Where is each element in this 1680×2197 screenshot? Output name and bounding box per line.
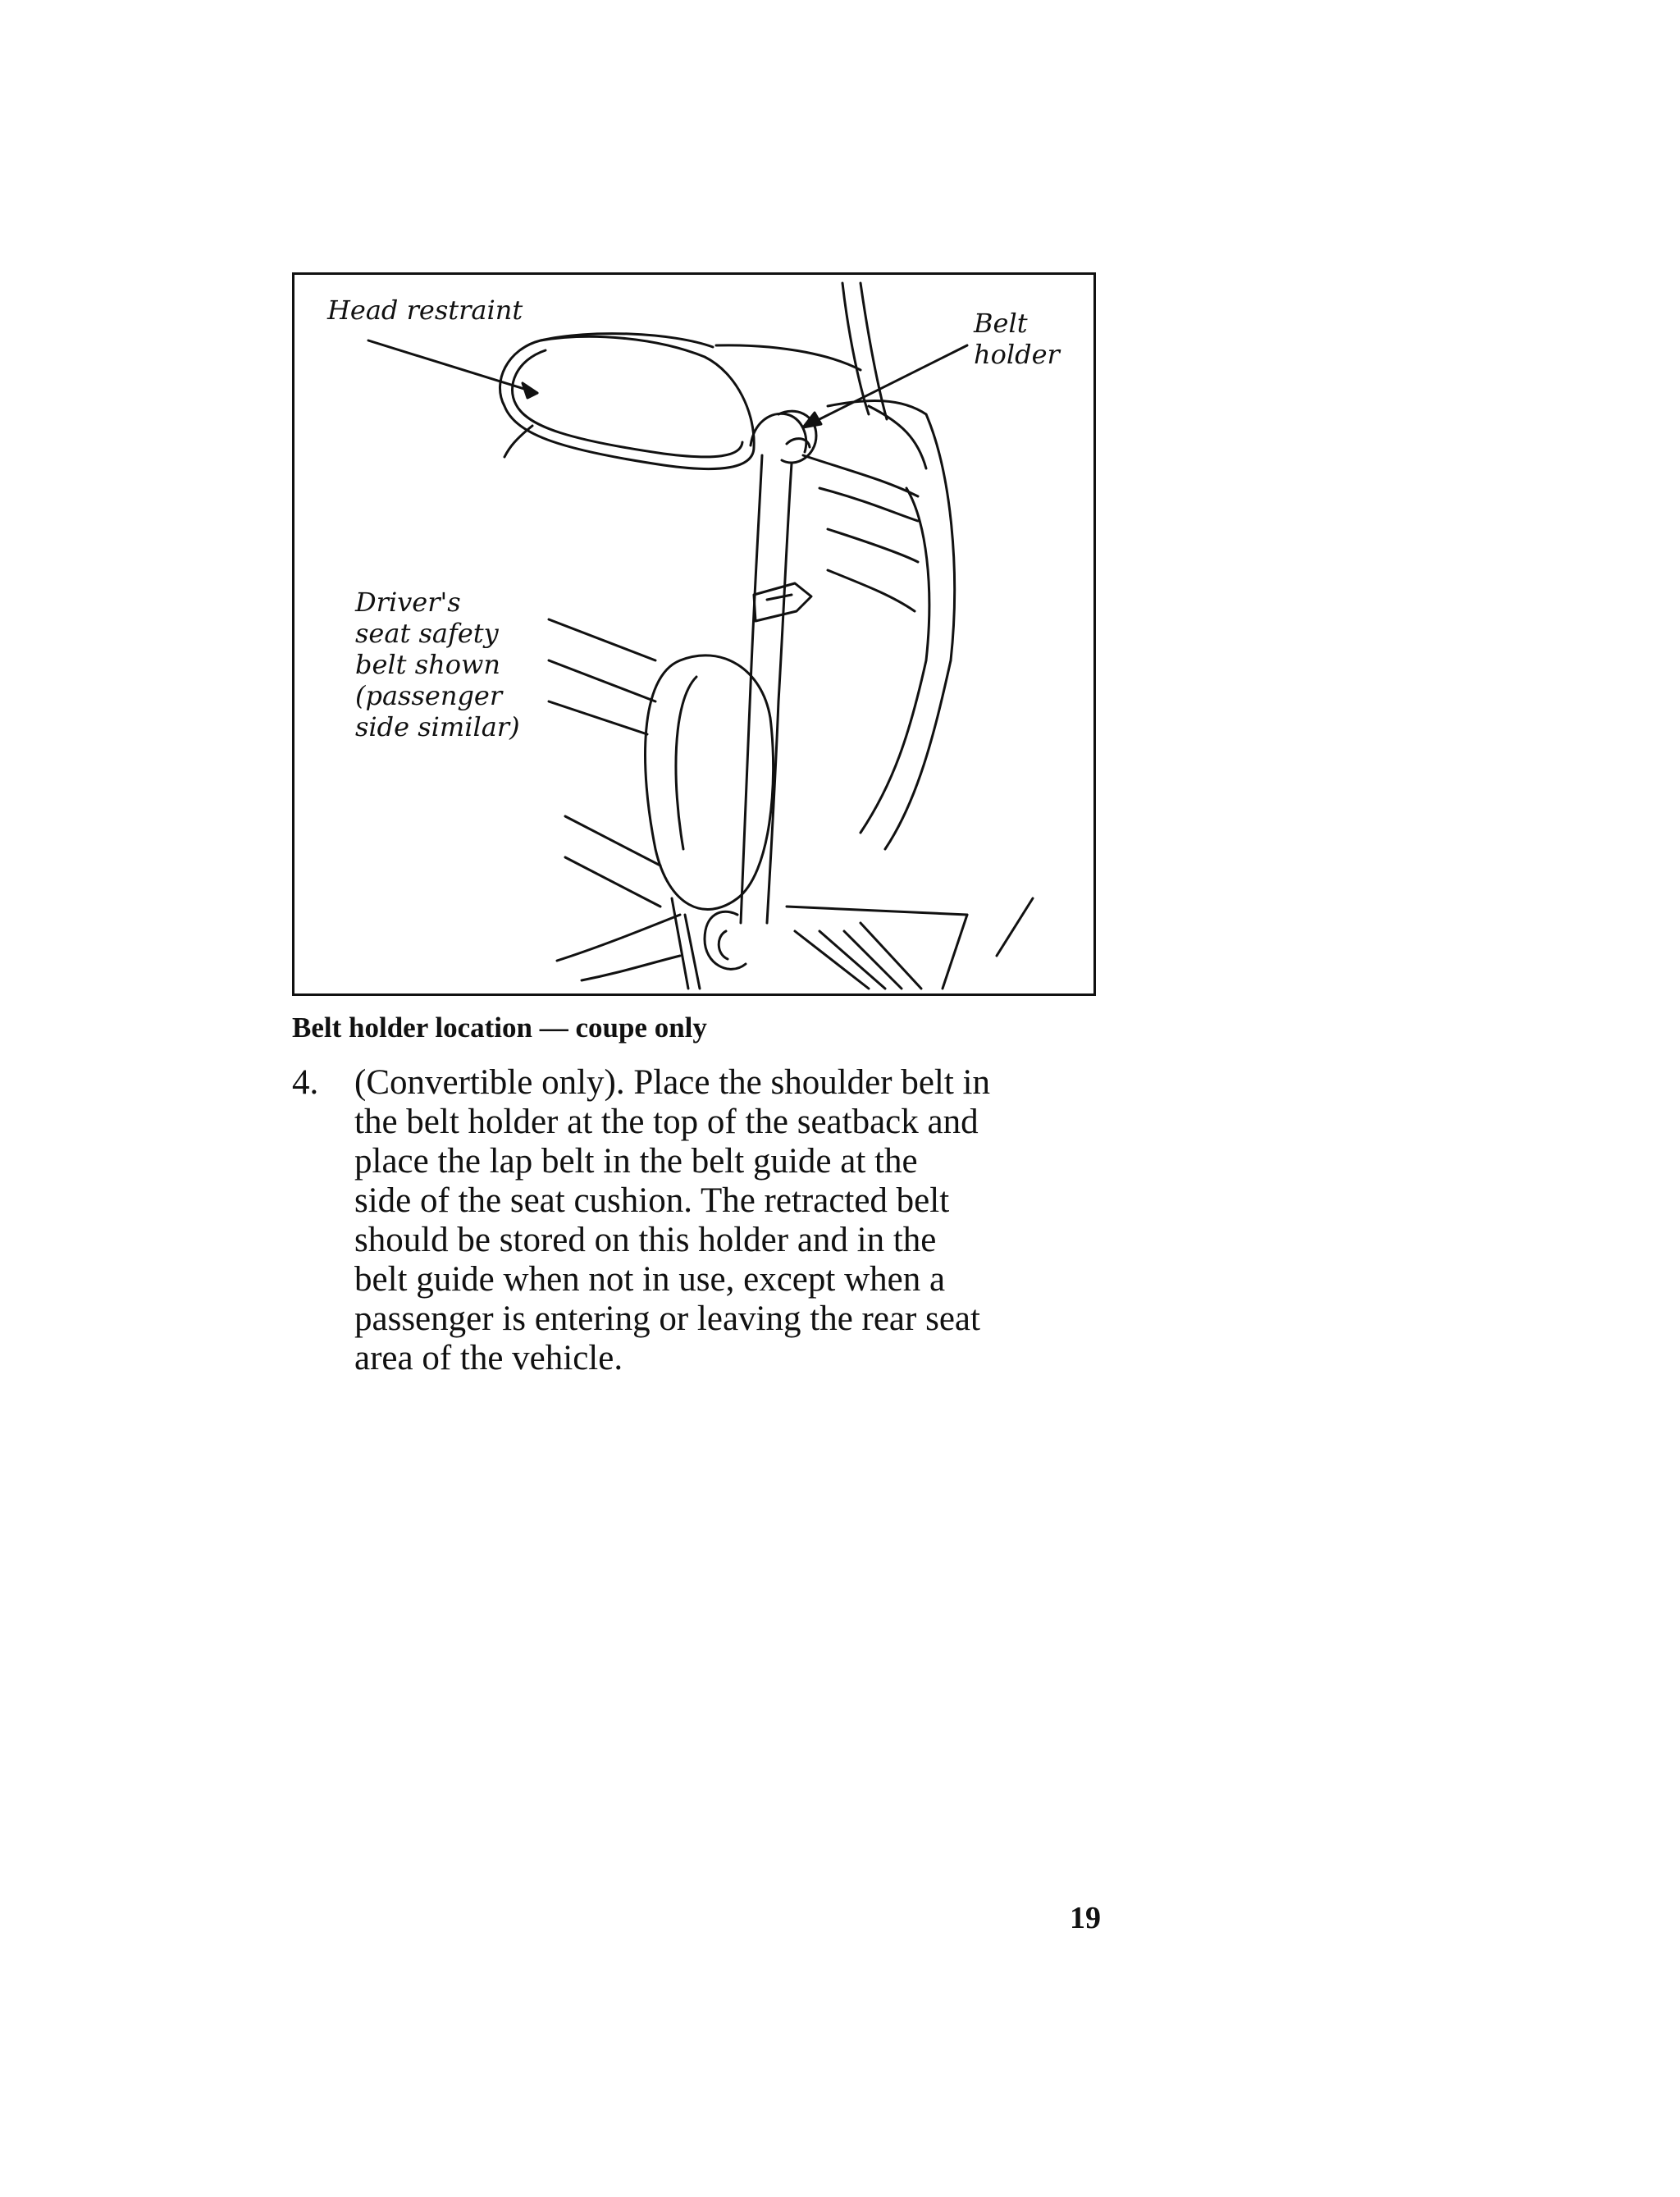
step-number: 4. bbox=[292, 1063, 319, 1102]
head-restraint-label: Head restraint bbox=[327, 295, 523, 326]
belt-holder-label: Belt holder bbox=[974, 308, 1060, 370]
instruction-step bbox=[292, 1063, 1112, 1378]
page-number: 19 bbox=[1070, 1901, 1101, 1935]
step-text: (Convertible only). Place the shoulder belt in the belt holder at the top of the seatback and place the lap belt in the belt guide at the side of the seat cushion. The retracted belt should be stored on this holder and in the belt guide when not in use, except when a passenger is entering or leaving the rear seat area of the vehicle. bbox=[354, 1063, 991, 1377]
figure-caption: Belt holder location — coupe only bbox=[292, 1012, 707, 1044]
drivers-belt-label: Driver's seat safety belt shown (passenger side similar) bbox=[355, 587, 520, 742]
belt-holder-figure bbox=[292, 272, 1096, 996]
